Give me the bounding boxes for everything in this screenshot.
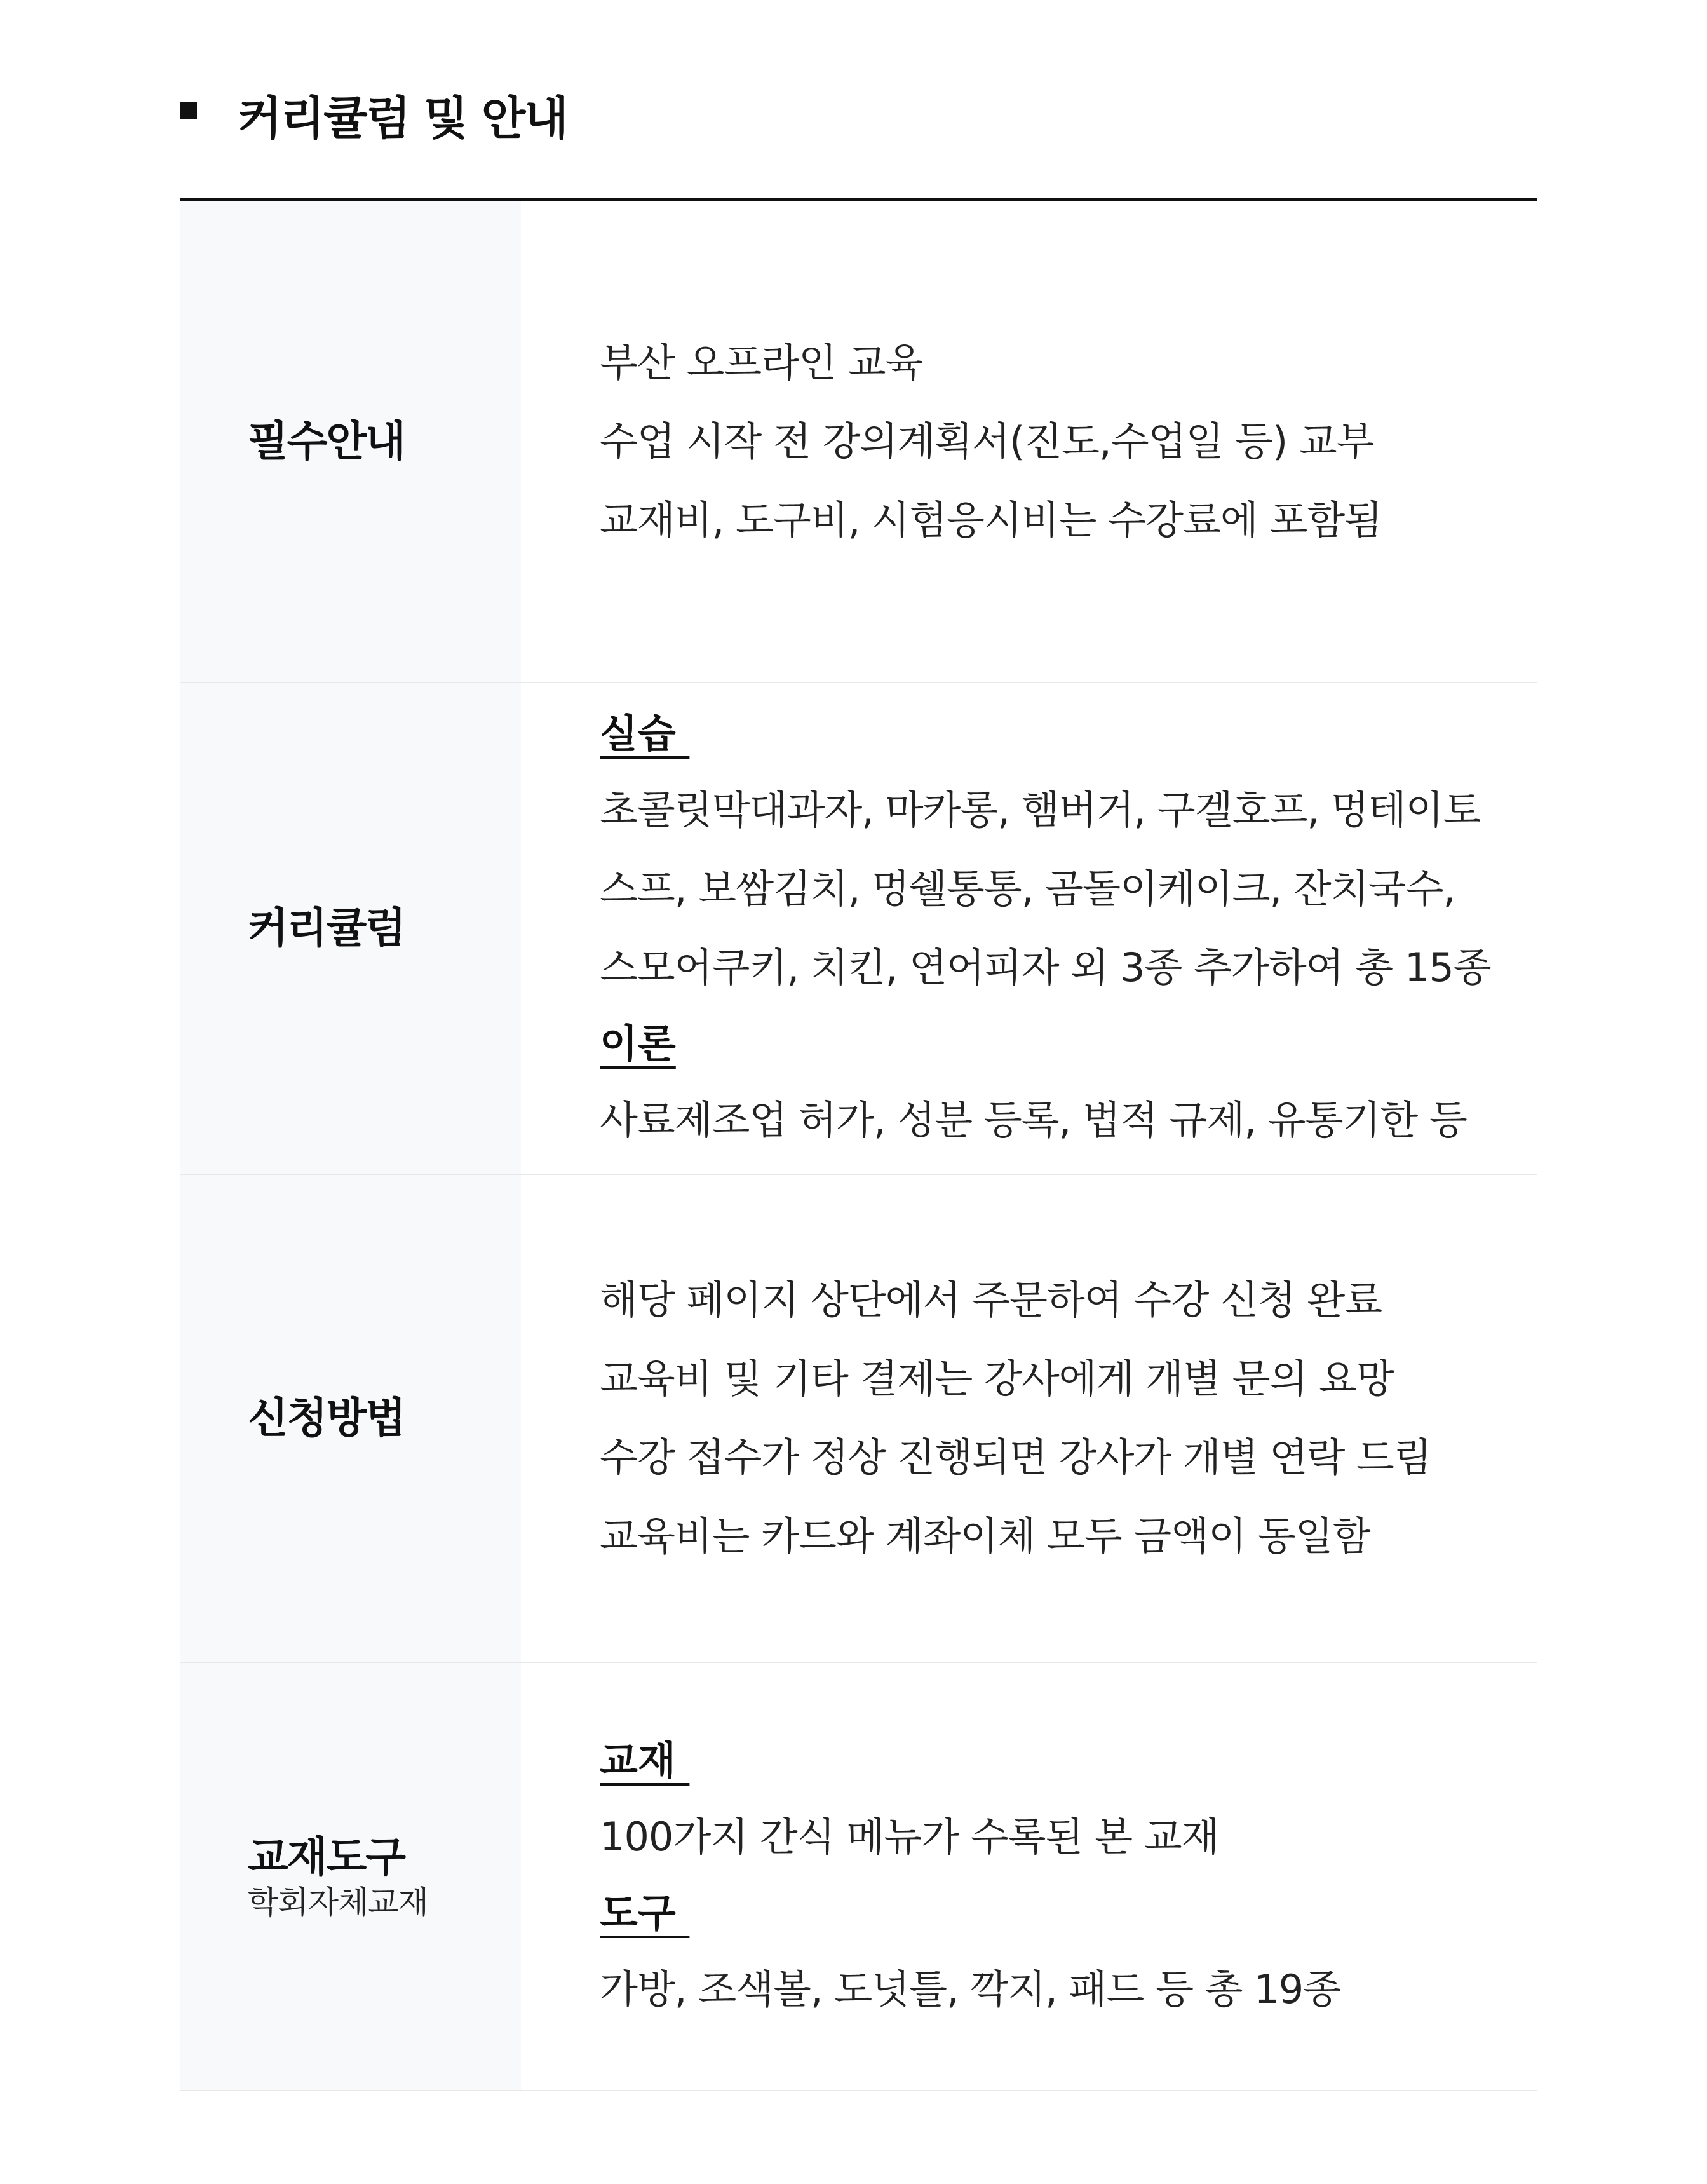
row-header [180,683,521,1174]
group-heading: 실습 [600,710,690,757]
table-row-required-info [180,201,1537,683]
info-line: 수강 접수가 정상 진행되면 강사가 개별 연락 드림 [600,1434,1431,1481]
info-line: 스모어쿠키, 치킨, 연어피자 외 3종 추가하여 총 15종 [600,944,1491,991]
info-line: 교재비, 도구비, 시험응시비는 수강료에 포함됨 [600,497,1382,543]
info-line: 100가지 간식 메뉴가 수록된 본 교재 [600,1814,1219,1860]
section-title: 커리큘럼 및 안내 [238,92,567,145]
info-line: 스프, 보쌈김치, 멍쉘통통, 곰돌이케이크, 잔치국수, [600,865,1455,912]
row-header [180,1175,521,1662]
row-content [521,1175,1537,1662]
row-label: 신청방법 [248,1393,405,1442]
table-row-application [180,1175,1537,1663]
info-line: 부산 오프라인 교육 [600,339,923,386]
group-heading: 도구 [600,1890,690,1936]
group-heading: 이론 [600,1021,676,1067]
section-header [180,92,567,145]
table-row-materials [180,1663,1537,2091]
row-content [521,683,1537,1174]
group-heading: 교재 [600,1737,690,1784]
info-table [180,198,1537,2091]
info-line: 수업 시작 전 강의계획서(진도,수업일 등) 교부 [600,418,1374,465]
row-header [180,1663,521,2090]
row-header [180,201,521,682]
row-content [521,1663,1537,2090]
row-label: 교재도구 [248,1832,405,1882]
table-row-curriculum [180,683,1537,1175]
info-line: 가방, 조색볼, 도넛틀, 깍지, 패드 등 총 19종 [600,1966,1341,2012]
info-line: 사료제조업 허가, 성분 등록, 법적 규제, 유통기한 등 [600,1097,1467,1143]
square-bullet-icon [180,102,197,119]
info-line: 해당 페이지 상단에서 주문하여 수강 신청 완료 [600,1277,1382,1323]
row-content [521,201,1537,682]
row-label: 커리큘럼 [248,903,405,953]
info-line: 교육비 및 기타 결제는 강사에게 개별 문의 요망 [600,1355,1394,1402]
info-line: 초콜릿막대과자, 마카롱, 햄버거, 구겔호프, 멍테이토 [600,787,1481,833]
info-line: 교육비는 카드와 계좌이체 모두 금액이 동일함 [600,1513,1370,1559]
row-sublabel: 학회자체교재 [248,1884,428,1922]
row-label: 필수안내 [248,416,405,466]
